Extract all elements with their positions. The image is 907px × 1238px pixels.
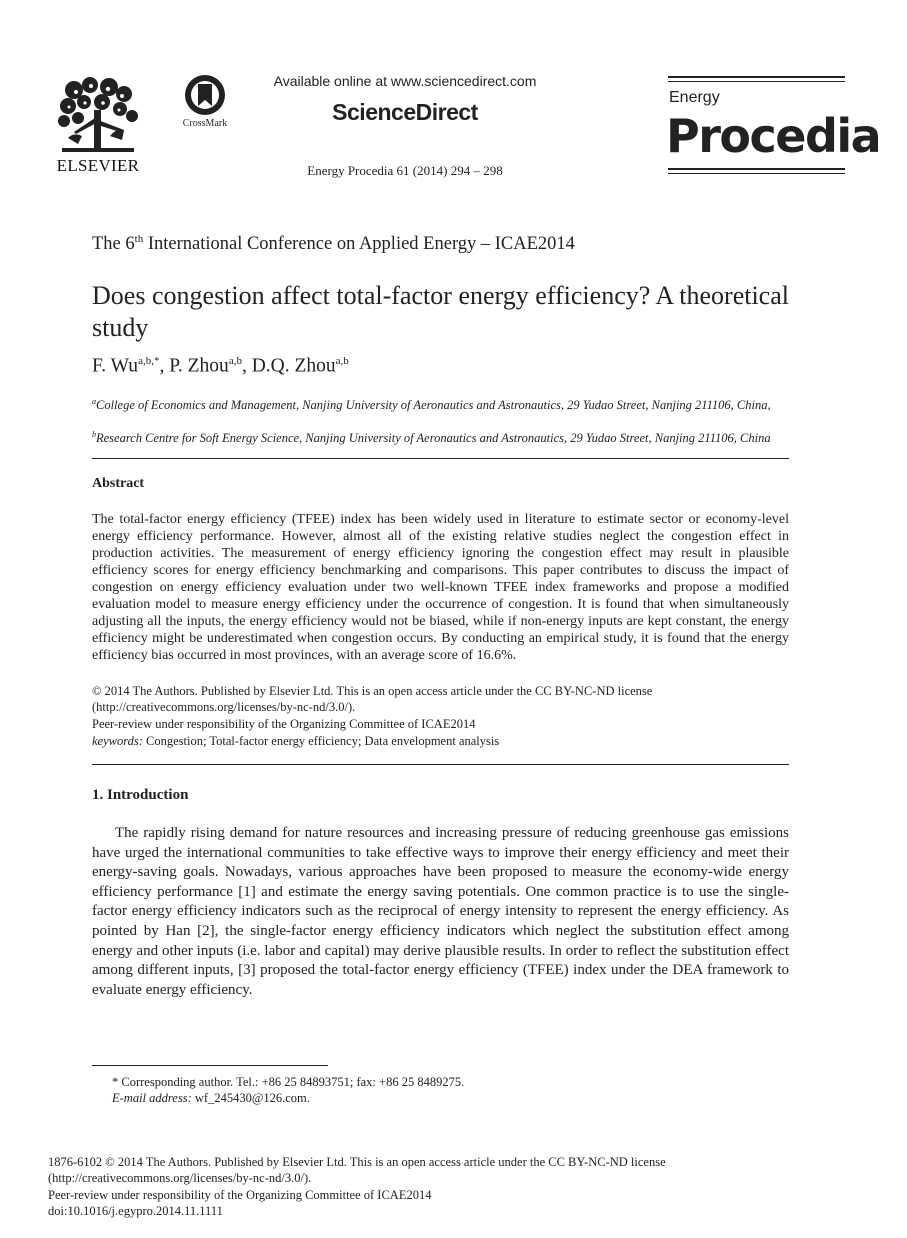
- abstract-heading: Abstract: [92, 476, 145, 491]
- elsevier-tree-icon: [54, 76, 142, 154]
- author-name: P. Zhou: [169, 355, 229, 377]
- conference-sup: th: [134, 233, 144, 245]
- author-affil-sup: a,b,*: [138, 355, 160, 367]
- conference-rest: International Conference on Applied Energy – ICAE2014: [143, 234, 575, 255]
- section-divider: [92, 764, 789, 765]
- keywords-list: Congestion; Total-factor energy efficiency; Data envelopment analysis: [142, 734, 500, 748]
- journal-logo-rule: [668, 168, 845, 170]
- affiliation-text: College of Economics and Management, Nanjing University of Aeronautics and Astronautics, 29 Yudao Street, Nanjing 211106, China,: [96, 398, 771, 413]
- keywords-label: keywords:: [92, 734, 143, 748]
- corresponding-author-note: * Corresponding author. Tel.: +86 25 84893751; fax: +86 25 8489275.: [112, 1075, 465, 1089]
- keywords: [92, 734, 499, 749]
- issn-copyright: 1876-6102 © 2014 The Authors. Published by Elsevier Ltd. This is an open access article under the CC BY-NC-ND license: [48, 1155, 666, 1169]
- paper-title: Does congestion affect total-factor energy efficiency? A theoretical study: [92, 281, 789, 342]
- email-note: [112, 1091, 310, 1106]
- conference-prefix: The 6: [92, 234, 135, 255]
- author-list: [92, 355, 349, 378]
- affiliation-a: [92, 394, 789, 413]
- affiliation-sup: b: [92, 430, 96, 439]
- email-label: E-mail address:: [112, 1091, 192, 1105]
- email-address[interactable]: wf_245430@126.com.: [191, 1091, 310, 1105]
- author-affil-sup: a,b: [228, 355, 242, 367]
- elsevier-logo: [50, 76, 146, 176]
- author-name: D.Q. Zhou: [251, 355, 336, 377]
- journal-logo-rule: [668, 81, 845, 82]
- footnote-rule: [92, 1065, 328, 1066]
- introduction-body: The rapidly rising demand for nature resources and increasing pressure of reducing greenhouse gas emissions have urged the international communities to take effective ways to improve their energy efficiency and meet their energy-saving goals. Nowadays, various approaches have been proposed to measure the economy-wide energy efficiency performance [1] and estimate the energy saving potentials. One common practice is to use the single-factor energy efficiency indicators such as the reciprocal of energy intensity to represent the energy efficiency. As pointed by Han [2], the single-factor energy efficiency indicators which neglect the substitution effect among energy and other inputs (i.e. labor and capital) may derive plausible results. In order to reflect the substitution effect among different inputs, [3] proposed the total-factor energy efficiency (TFEE) index under the DEA framework to evaluate energy efficiency.: [92, 825, 789, 998]
- author-affil-sup: a,b: [335, 355, 349, 367]
- peer-review-note: Peer-review under responsibility of the Organizing Committee of ICAE2014: [48, 1188, 432, 1202]
- author-separator: ,: [159, 355, 170, 377]
- author-name: F. Wu: [92, 355, 139, 377]
- conference-name: [92, 233, 575, 255]
- affiliation-text: Research Centre for Soft Energy Science, Nanjing University of Aeronautics and Astronautics, 29 Yudao Street, Nanjing 211106, China: [96, 431, 771, 446]
- affiliation-sup: a: [92, 397, 96, 406]
- journal-logo-rule: [668, 76, 845, 78]
- copyright-notice: © 2014 The Authors. Published by Elsevier Ltd. This is an open access article under the CC BY-NC-ND license: [92, 684, 653, 698]
- license-link[interactable]: (http://creativecommons.org/licenses/by-nc-nd/3.0/).: [92, 700, 356, 714]
- journal-logo-procedia: Procedia: [666, 109, 881, 163]
- doi[interactable]: doi:10.1016/j.egypro.2014.11.1111: [48, 1204, 223, 1218]
- sciencedirect-logo: ScienceDirect: [332, 99, 478, 125]
- available-online-text: Available online at www.sciencedirect.com: [273, 73, 537, 89]
- affiliation-b: [92, 427, 789, 446]
- journal-logo-rule: [668, 173, 845, 174]
- author-separator: ,: [241, 355, 252, 377]
- section-divider: [92, 458, 789, 459]
- journal-logo-energy: Energy: [669, 89, 720, 106]
- peer-review-note: Peer-review under responsibility of the Organizing Committee of ICAE2014: [92, 717, 476, 731]
- abstract-body: The total-factor energy efficiency (TFEE) index has been widely used in literature to estimate sector or economy-level energy efficiency performance. However, almost all of the existing relative studies neglect the congestion effect in production activities. The measurement of energy efficiency ignoring the congestion effect may result in plausible efficiency scores for energy efficiency benchmarking and comparisons. This paper contributes to discuss the impact of congestion on energy efficiency evaluation under two well-known TFEE index frameworks and propose a modified evaluation model to measure energy efficiency under the occurrence of congestion. It is found that when simultaneously adjusting all the inputs, the energy efficiency would not be biased, while if non-energy inputs are kept constant, the energy efficiency might be underestimated when congestion occurs. By conducting an empirical study, it is found that the energy efficiency bias occurred in most provinces, with an average score of 16.6%.: [92, 512, 789, 663]
- elsevier-wordmark: ELSEVIER: [56, 156, 140, 175]
- crossmark-logo[interactable]: [174, 74, 236, 134]
- crossmark-icon: [174, 74, 236, 118]
- introduction-heading: 1. Introduction: [92, 787, 189, 803]
- license-link[interactable]: (http://creativecommons.org/licenses/by-nc-nd/3.0/).: [48, 1171, 312, 1185]
- crossmark-label: CrossMark: [182, 118, 228, 129]
- journal-reference: Energy Procedia 61 (2014) 294 – 298: [307, 163, 503, 178]
